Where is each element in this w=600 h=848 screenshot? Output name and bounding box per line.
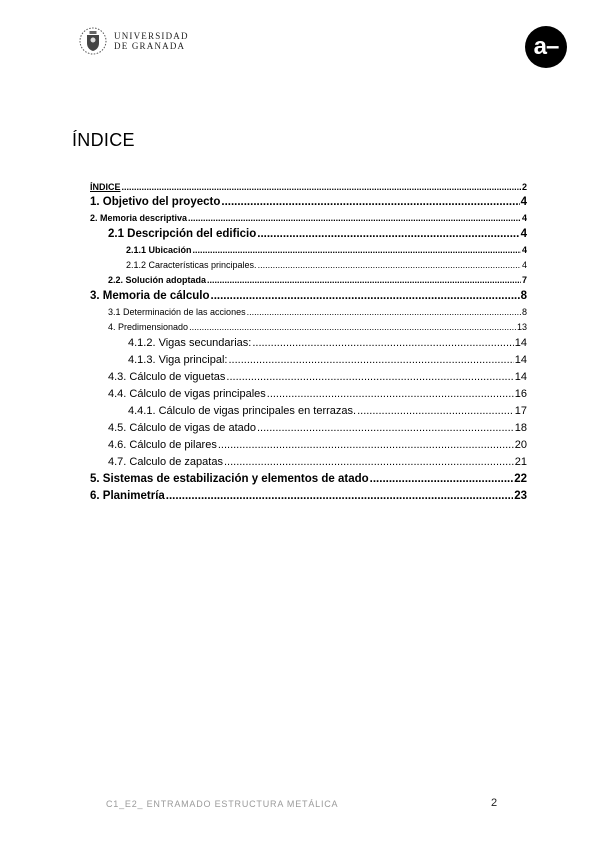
- toc-entry-label: 2.1.2 Características principales.: [126, 260, 257, 270]
- toc-entry-label: 4.1.3. Viga principal:: [128, 354, 228, 366]
- toc-dot-leader: [207, 275, 521, 285]
- toc-dot-leader: [193, 245, 521, 255]
- toc-entry-page: 23: [514, 490, 527, 502]
- toc-entry-label: 6. Planimetría: [90, 490, 165, 502]
- toc-entry-label: 4.5. Cálculo de vigas de atado: [108, 422, 256, 434]
- toc-entry-label: 2. Memoria descriptiva: [90, 213, 188, 223]
- toc-dot-leader: [221, 196, 519, 208]
- toc-entry[interactable]: [90, 182, 527, 196]
- toc-entry[interactable]: [90, 371, 527, 388]
- toc-entry-label: 3.1 Determinación de las acciones: [108, 307, 246, 317]
- toc-entry-page: 14: [514, 371, 527, 383]
- toc-dot-leader: [257, 422, 514, 434]
- toc-entry[interactable]: [90, 260, 527, 275]
- toc-entry[interactable]: [90, 439, 527, 456]
- university-name-line2: DE GRANADA: [114, 41, 186, 51]
- toc-entry-page: 7: [521, 275, 527, 285]
- toc-entry[interactable]: [90, 354, 527, 371]
- footer-page-number: 2: [491, 797, 498, 809]
- toc-entry[interactable]: [90, 388, 527, 405]
- toc-dot-leader: [122, 182, 521, 192]
- toc-entry-page: 14: [514, 354, 527, 366]
- toc-dot-leader: [257, 228, 519, 240]
- toc-dot-leader: [218, 439, 514, 451]
- toc-entry[interactable]: [90, 490, 527, 507]
- university-name-line1: UNIVERSIDAD: [114, 31, 189, 41]
- footer-document-title: C1_E2_ ENTRAMADO ESTRUCTURA METÁLICA: [106, 799, 339, 809]
- toc-entry-label: 4.4.1. Cálculo de vigas principales en terrazas.: [128, 405, 357, 417]
- toc-entry-page: 4: [520, 228, 527, 240]
- toc-entry-page: 21: [514, 456, 527, 468]
- toc-entry-label: 3. Memoria de cálculo: [90, 290, 210, 302]
- toc-entry-label: 2.1.1 Ubicación: [126, 245, 192, 255]
- toc-dot-leader: [226, 371, 513, 383]
- toc-entry-label: 1. Objetivo del proyecto: [90, 196, 221, 208]
- toc-entry-page: 4: [521, 213, 527, 223]
- toc-entry[interactable]: [90, 275, 527, 290]
- toc-entry-page: 4: [520, 196, 527, 208]
- toc-dot-leader: [211, 290, 520, 302]
- toc-dot-leader: [370, 473, 514, 485]
- toc-entry-label: 2.2. Solución adoptada: [108, 275, 207, 285]
- toc-dot-leader: [224, 456, 514, 468]
- toc-dot-leader: [228, 354, 513, 366]
- brand-badge-logo: a–: [525, 26, 567, 68]
- university-crest-icon: [78, 26, 108, 56]
- toc-dot-leader: [247, 307, 521, 317]
- toc-dot-leader: [258, 260, 521, 270]
- toc-entry-label: 4.4. Cálculo de vigas principales: [108, 388, 266, 400]
- page-title: ÍNDICE: [72, 130, 135, 150]
- toc-entry-page: 16: [514, 388, 527, 400]
- toc-entry-page: 13: [516, 322, 527, 332]
- university-logo: [78, 26, 189, 56]
- toc-entry-label: 4.1.2. Vigas secundarias:: [128, 337, 252, 349]
- toc-entry[interactable]: [90, 307, 527, 322]
- toc-entry[interactable]: [90, 337, 527, 354]
- toc-entry-page: 18: [514, 422, 527, 434]
- toc-entry-label: 5. Sistemas de estabilización y elementos de atado: [90, 473, 369, 485]
- toc-entry-page: 17: [514, 405, 527, 417]
- table-of-contents: [90, 182, 527, 507]
- toc-dot-leader: [188, 213, 521, 223]
- toc-entry-page: 22: [514, 473, 527, 485]
- toc-dot-leader: [267, 388, 514, 400]
- toc-entry-page: 4: [521, 245, 527, 255]
- toc-entry-page: 2: [521, 182, 527, 192]
- toc-dot-leader: [166, 490, 513, 502]
- toc-dot-leader: [357, 405, 514, 417]
- toc-entry[interactable]: [90, 473, 527, 490]
- toc-entry[interactable]: [90, 290, 527, 307]
- toc-dot-leader: [189, 322, 516, 332]
- toc-entry-label: 4.3. Cálculo de viguetas: [108, 371, 226, 383]
- toc-entry[interactable]: [90, 405, 527, 422]
- toc-entry-page: 14: [514, 337, 527, 349]
- toc-entry-label: 4.7. Calculo de zapatas: [108, 456, 223, 468]
- toc-entry[interactable]: [90, 245, 527, 260]
- toc-entry-label: 4. Predimensionado: [108, 322, 189, 332]
- toc-dot-leader: [252, 337, 513, 349]
- toc-entry[interactable]: [90, 422, 527, 439]
- toc-entry-label: ÍNDICE: [90, 182, 121, 192]
- toc-entry[interactable]: [90, 228, 527, 245]
- toc-entry-label: 4.6. Cálculo de pilares: [108, 439, 217, 451]
- toc-entry[interactable]: [90, 196, 527, 213]
- toc-entry[interactable]: [90, 322, 527, 337]
- toc-entry[interactable]: [90, 213, 527, 228]
- toc-entry-page: 8: [521, 307, 527, 317]
- toc-entry[interactable]: [90, 456, 527, 473]
- toc-entry-label: 2.1 Descripción del edificio: [108, 228, 257, 240]
- toc-entry-page: 8: [520, 290, 527, 302]
- toc-entry-page: 20: [514, 439, 527, 451]
- toc-entry-page: 4: [521, 260, 527, 270]
